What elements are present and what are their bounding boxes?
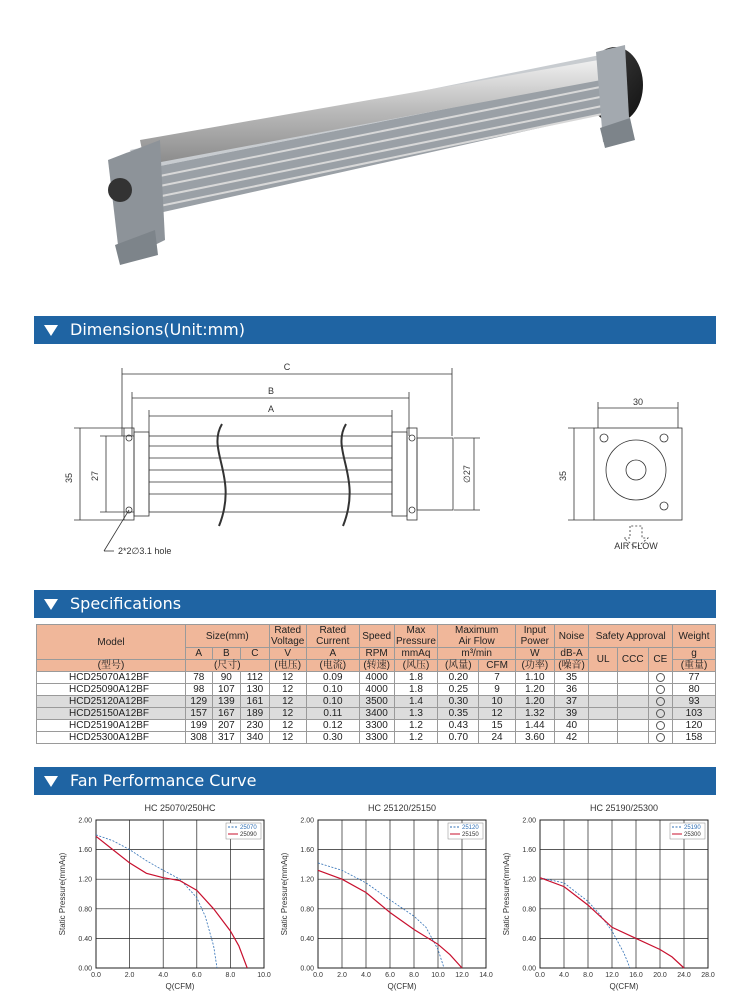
cell-cfm: 24: [479, 732, 516, 744]
x-tick-label: 4.0: [158, 972, 169, 979]
cell-amp: 0.09: [306, 672, 359, 684]
series-line-25090: [96, 836, 247, 968]
dimension-drawing: [34, 346, 716, 586]
y-tick-label: 0.00: [300, 965, 314, 973]
x-axis-label: Q(CFM): [387, 982, 417, 991]
header-voltage-cn: (电压): [269, 660, 306, 672]
section-title: Specifications: [70, 594, 182, 613]
cell-w: 3.60: [515, 732, 554, 744]
section-header-dimensions: [34, 316, 716, 344]
y-tick-label: 1.60: [78, 847, 92, 855]
cell-weight: 158: [673, 732, 716, 744]
cell-m3: 0.70: [438, 732, 479, 744]
legend-label: 25300: [684, 832, 701, 838]
header-speed-cn: (转速): [359, 660, 394, 672]
side-35-label: 35: [558, 470, 568, 482]
section-title: Fan Performance Curve: [70, 771, 257, 790]
cell-m3: 0.35: [438, 708, 479, 720]
y-tick-label: 2.00: [78, 817, 92, 825]
cell-ce: [648, 720, 672, 732]
cell-v: 12: [269, 696, 306, 708]
cell-mmaq: 1.3: [394, 708, 438, 720]
cell-ul: [589, 720, 618, 732]
cell-ce: [648, 708, 672, 720]
y-tick-label: 0.80: [300, 906, 314, 914]
cell-b: 107: [212, 684, 241, 696]
cell-ce: [648, 696, 672, 708]
table-row: [37, 696, 716, 708]
x-tick-label: 8.0: [225, 972, 236, 979]
y-tick-label: 0.80: [522, 906, 536, 914]
cell-ccc: [617, 720, 648, 732]
x-tick-label: 28.0: [701, 972, 715, 979]
cell-ul: [589, 672, 618, 684]
header-noise: Noise: [554, 625, 589, 648]
cell-mmaq: 1.2: [394, 732, 438, 744]
plot-frame: [318, 820, 486, 968]
cell-ce: [648, 732, 672, 744]
header-weight-cn: (重量): [673, 660, 716, 672]
x-tick-label: 0.0: [535, 972, 545, 979]
approval-circle-icon: [656, 697, 665, 706]
header-rated-current: Rated Current: [306, 625, 359, 648]
cell-cfm: 10: [479, 696, 516, 708]
approval-circle-icon: [656, 685, 665, 694]
unit-rpm: RPM: [359, 648, 394, 660]
header-model-cn: (型号): [37, 660, 186, 672]
cell-w: 1.10: [515, 672, 554, 684]
cell-mmaq: 1.4: [394, 696, 438, 708]
y-tick-label: 0.40: [78, 935, 92, 943]
x-tick-label: 4.0: [361, 972, 371, 979]
cell-rpm: 4000: [359, 672, 394, 684]
cell-a: 78: [185, 672, 212, 684]
cell-ce: [648, 684, 672, 696]
cell-rpm: 3400: [359, 708, 394, 720]
header-airflow-cn: (风量): [438, 660, 479, 672]
legend-label: 25090: [240, 832, 257, 838]
y-tick-label: 1.20: [300, 876, 314, 884]
cell-weight: 93: [673, 696, 716, 708]
unit-g: g: [673, 648, 716, 660]
y-tick-label: 1.60: [522, 847, 536, 855]
cell-b: 317: [212, 732, 241, 744]
cell-model: HCD25120A12BF: [37, 696, 186, 708]
cell-db: 42: [554, 732, 589, 744]
cell-model: HCD25090A12BF: [37, 684, 186, 696]
cell-b: 207: [212, 720, 241, 732]
header-input-power: Input Power: [515, 625, 554, 648]
dim-27-label: 27: [90, 470, 100, 482]
cell-v: 12: [269, 708, 306, 720]
y-tick-label: 1.60: [300, 847, 314, 855]
cell-c: 340: [241, 732, 270, 744]
cell-cfm: 12: [479, 708, 516, 720]
y-axis-label: Static Pressure(mmAq): [280, 852, 289, 936]
cell-v: 12: [269, 672, 306, 684]
cell-model: HCD25150A12BF: [37, 708, 186, 720]
cell-a: 157: [185, 708, 212, 720]
unit-b: B: [212, 648, 241, 660]
y-tick-label: 2.00: [522, 817, 536, 825]
cell-amp: 0.10: [306, 684, 359, 696]
x-tick-label: 2.0: [124, 972, 135, 979]
cell-db: 35: [554, 672, 589, 684]
cell-amp: 0.11: [306, 708, 359, 720]
dim-35-label: 35: [64, 472, 74, 484]
cell-amp: 0.12: [306, 720, 359, 732]
x-tick-label: 12.0: [455, 972, 469, 979]
x-tick-label: 0.0: [91, 972, 101, 979]
curve-chart-3: [500, 800, 740, 999]
cell-w: 1.20: [515, 696, 554, 708]
cell-a: 98: [185, 684, 212, 696]
curve-chart-2: [278, 800, 518, 999]
header-noise-cn: (噪音): [554, 660, 589, 672]
cell-mmaq: 1.8: [394, 672, 438, 684]
cell-ce: [648, 672, 672, 684]
series-line-25120: [318, 863, 444, 968]
y-axis-label: Static Pressure(mmAq): [58, 852, 67, 936]
cell-cfm: 7: [479, 672, 516, 684]
unit-amp: A: [306, 648, 359, 660]
cell-ccc: [617, 672, 648, 684]
cell-w: 1.20: [515, 684, 554, 696]
x-tick-label: 14.0: [479, 972, 493, 979]
table-row: [37, 708, 716, 720]
cell-model: HCD25300A12BF: [37, 732, 186, 744]
triangle-down-icon: [44, 325, 58, 336]
x-axis-label: Q(CFM): [165, 982, 195, 991]
header-ce: CE: [648, 648, 672, 672]
cell-m3: 0.20: [438, 672, 479, 684]
triangle-down-icon: [44, 599, 58, 610]
legend-label: 25190: [684, 825, 701, 831]
cell-c: 112: [241, 672, 270, 684]
cell-db: 40: [554, 720, 589, 732]
dim-a-label: A: [267, 404, 275, 414]
dim-b-label: B: [267, 386, 275, 396]
x-tick-label: 0.0: [313, 972, 323, 979]
x-tick-label: 6.0: [385, 972, 395, 979]
header-pressure-cn: (风压): [394, 660, 438, 672]
cell-cfm: 9: [479, 684, 516, 696]
table-row: [37, 732, 716, 744]
x-tick-label: 10.0: [257, 972, 271, 979]
unit-mmaq: mmAq: [394, 648, 438, 660]
section-header-curve: [34, 767, 716, 795]
header-safety-approval: Safety Approval: [589, 625, 673, 648]
approval-circle-icon: [656, 721, 665, 730]
cell-a: 199: [185, 720, 212, 732]
y-tick-label: 0.80: [78, 906, 92, 914]
y-tick-label: 1.20: [522, 876, 536, 884]
cell-weight: 80: [673, 684, 716, 696]
y-tick-label: 0.40: [300, 935, 314, 943]
section-title: Dimensions(Unit:mm): [70, 320, 245, 339]
x-axis-label: Q(CFM): [609, 982, 639, 991]
legend-label: 25150: [462, 832, 479, 838]
header-current-cn: (电流): [306, 660, 359, 672]
cell-m3: 0.25: [438, 684, 479, 696]
header-power-cn: (功率): [515, 660, 554, 672]
x-tick-label: 12.0: [605, 972, 619, 979]
cell-mmaq: 1.2: [394, 720, 438, 732]
x-tick-label: 6.0: [191, 972, 202, 979]
approval-circle-icon: [656, 673, 665, 682]
section-header-specifications: [34, 590, 716, 618]
header-model: Model: [37, 625, 186, 660]
cell-v: 12: [269, 732, 306, 744]
cell-rpm: 3300: [359, 720, 394, 732]
spec-table: [36, 624, 716, 744]
y-tick-label: 1.20: [78, 876, 92, 884]
cell-c: 230: [241, 720, 270, 732]
cell-mmaq: 1.8: [394, 684, 438, 696]
cell-ul: [589, 732, 618, 744]
dim-30-label: 30: [632, 397, 644, 407]
cell-model: HCD25070A12BF: [37, 672, 186, 684]
cell-weight: 103: [673, 708, 716, 720]
cell-v: 12: [269, 720, 306, 732]
cell-m3: 0.30: [438, 696, 479, 708]
approval-circle-icon: [656, 709, 665, 718]
x-tick-label: 10.0: [431, 972, 445, 979]
cell-m3: 0.43: [438, 720, 479, 732]
x-tick-label: 2.0: [337, 972, 347, 979]
cell-rpm: 3500: [359, 696, 394, 708]
y-axis-label: Static Pressure(mmAq): [502, 852, 511, 936]
header-size: Size(mm): [185, 625, 269, 648]
cell-weight: 120: [673, 720, 716, 732]
header-air-flow: Maximum Air Flow: [438, 625, 516, 648]
table-row: [37, 684, 716, 696]
unit-w: W: [515, 648, 554, 660]
x-tick-label: 16.0: [629, 972, 643, 979]
cell-db: 39: [554, 708, 589, 720]
product-photo: [0, 0, 750, 310]
x-tick-label: 8.0: [409, 972, 419, 979]
cell-weight: 77: [673, 672, 716, 684]
chart-title: HC 25070/250HC: [144, 803, 216, 813]
plot-frame: [540, 820, 708, 968]
cell-b: 139: [212, 696, 241, 708]
cell-ul: [589, 684, 618, 696]
unit-dba: dB-A: [554, 648, 589, 660]
cell-a: 308: [185, 732, 212, 744]
header-ccc: CCC: [617, 648, 648, 672]
cell-db: 37: [554, 696, 589, 708]
cell-amp: 0.30: [306, 732, 359, 744]
curve-chart-1: [56, 800, 296, 999]
x-tick-label: 20.0: [653, 972, 667, 979]
cell-rpm: 3300: [359, 732, 394, 744]
header-size-cn: (尺寸): [185, 660, 269, 672]
dim-c-label: C: [283, 362, 291, 372]
legend-label: 25070: [240, 825, 257, 831]
unit-m3min: m³/min: [438, 648, 516, 660]
cell-db: 36: [554, 684, 589, 696]
cell-c: 130: [241, 684, 270, 696]
unit-v: V: [269, 648, 306, 660]
cell-w: 1.44: [515, 720, 554, 732]
approval-circle-icon: [656, 733, 665, 742]
cell-c: 189: [241, 708, 270, 720]
cell-rpm: 4000: [359, 684, 394, 696]
x-tick-label: 4.0: [559, 972, 569, 979]
series-line-25190: [540, 878, 630, 968]
cell-ccc: [617, 732, 648, 744]
y-tick-label: 0.40: [522, 935, 536, 943]
cell-amp: 0.10: [306, 696, 359, 708]
airflow-label: AIR FLOW: [614, 541, 658, 551]
table-row: [37, 720, 716, 732]
y-tick-label: 2.00: [300, 817, 314, 825]
legend-label: 25120: [462, 825, 479, 831]
chart-title: HC 25120/25150: [367, 803, 437, 813]
unit-cfm: CFM: [479, 660, 516, 672]
header-max-pressure: Max Pressure: [395, 625, 436, 647]
header-rated-voltage: Rated Voltage: [271, 625, 305, 647]
triangle-down-icon: [44, 776, 58, 787]
series-line-25070: [96, 835, 217, 968]
cell-w: 1.32: [515, 708, 554, 720]
cell-b: 90: [212, 672, 241, 684]
cell-ccc: [617, 708, 648, 720]
cell-c: 161: [241, 696, 270, 708]
cell-cfm: 15: [479, 720, 516, 732]
cell-v: 12: [269, 684, 306, 696]
header-weight: Weight: [673, 625, 716, 648]
cell-ul: [589, 708, 618, 720]
cell-ccc: [617, 696, 648, 708]
cell-b: 167: [212, 708, 241, 720]
unit-a: A: [185, 648, 212, 660]
dim-dia27-label: ∅27: [462, 465, 472, 483]
hole-label: 2*2∅3.1 hole: [118, 546, 172, 556]
chart-title: HC 25190/25300: [589, 803, 659, 813]
cell-model: HCD25190A12BF: [37, 720, 186, 732]
cell-ul: [589, 696, 618, 708]
x-tick-label: 8.0: [583, 972, 593, 979]
header-speed: Speed: [359, 625, 394, 648]
y-tick-label: 0.00: [78, 965, 92, 973]
y-tick-label: 0.00: [522, 965, 536, 973]
cell-ccc: [617, 684, 648, 696]
x-tick-label: 24.0: [677, 972, 691, 979]
cell-a: 129: [185, 696, 212, 708]
header-ul: UL: [589, 648, 618, 672]
unit-c: C: [241, 648, 270, 660]
table-row: [37, 672, 716, 684]
